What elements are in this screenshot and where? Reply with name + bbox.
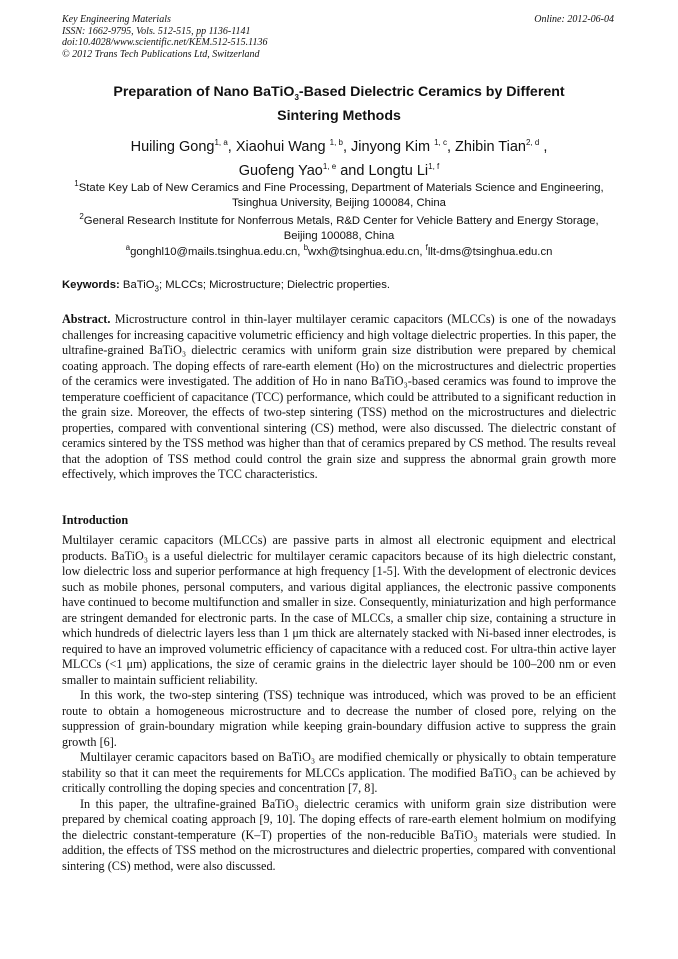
affiliation-1: $^1$State Key Lab of New Ceramics and Fine Processing, Department of Materials Science and Engineering, Tsinghua University, Beijing 100084, China xyxy=(74,179,604,209)
keywords-label: Keywords: xyxy=(62,279,120,291)
author-list: Huiling Gong$^{1, a}$, Xiaohui Wang $^{1, b}$, Jinyong Kim $^{1, c}$, Zhibin Tian$^{2, d}$ , Guofeng Yao$^{1, e}$ and Longtu Li$^{1, f}$ xyxy=(130,138,548,179)
paper-title: Preparation of Nano BaTiO$_3$-Based Dielectric Ceramics by Different Sintering Methods xyxy=(113,84,565,124)
doi-line: doi:10.4028/www.scientific.net/KEM.512-515.1136 xyxy=(62,37,268,48)
abstract-label: Abstract. xyxy=(62,312,111,326)
paragraph: In this paper, the ultrafine-grained BaTiO₃ dielectric ceramics with uniform grain size distribution were prepared by chemical coating approach [9, 10]. The doping effects of rare-earth element holmium on modifying the dielectric constant-temperature (K–T) properties of the non-reducible BaTiO₃ materials were studied. In addition, the effects of TSS method on the microstructures and dielectric properties, compared with conventional sintering (CS) method, were also discussed. xyxy=(62,796,616,873)
journal-header xyxy=(62,14,267,60)
author-name: Zhibin Tian xyxy=(455,138,526,155)
paragraph: Multilayer ceramic capacitors (MLCCs) are passive parts in almost all electronic equipment and electrical products. BaTiO₃ is a useful dielectric for multilayer ceramic capacitors because of its high dielectric constant, low dielectric loss and superior performance at high frequency [1-5]. With the development of electronic devices such as mobile phones, personal computers, and various digital appliances, the electronic passive components have continued to become multifunction and smaller in size. Consequently, miniaturization and high performance are stringent demanded for electronic parts. In the case of MLCCs, a smaller chip size, containing a structure in which hundreds of dielectric layers less than 1 μm thick are alternately stacked with Ni-based inner electrodes, is required to have an improved volumetric efficiency of capacitance with a reduced cost. For ultra-thin active layer MLCCs (<1 μm) applications, the size of ceramic grains in the dielectric layer should be 100–200 nm or even smaller to maintain sufficient reliability. xyxy=(62,533,616,687)
email-link[interactable]: gonghl10@mails.tsinghua.edu.cn, xyxy=(130,245,304,258)
email-link[interactable]: llt-dms@tsinghua.edu.cn xyxy=(427,245,553,258)
keywords: Keywords: BaTiO$_3$; MLCCs; Microstructure; Dielectric properties. xyxy=(62,279,390,294)
abstract xyxy=(62,312,616,483)
affiliation-2: $^2$General Research Institute for Nonferrous Metals, R&D Center for Vehicle Battery and Energy Storage, Beijing 100088, China xyxy=(79,212,599,242)
copyright-line: © 2012 Trans Tech Publications Ltd, Switzerland xyxy=(62,48,260,60)
paragraph: In this work, the two-step sintering (TSS) technique was introduced, which was proved to be an efficient route to obtain a homogeneous microstructure and to decrease the number of closed pore, relying on the suppression of grain-boundary migration while keeping grain-boundary diffusion active to suppress the grain growth [6]. xyxy=(62,688,616,749)
author-name: Guofeng Yao xyxy=(238,162,323,179)
author-name: Longtu Li xyxy=(368,162,429,179)
online-date: Online: 2012-06-04 xyxy=(534,14,614,25)
journal-name: Key Engineering Materials xyxy=(62,14,171,25)
paragraph: Multilayer ceramic capacitors based on BaTiO₃ are modified chemically or physically to obtain temperature stability so that it can meet the requirements for MLCCs application. The modified BaTiO₃ can be achieved by critically controlling the doping species and concentration [7, 8]. xyxy=(62,750,616,795)
author-name: Xiaohui Wang xyxy=(235,138,330,155)
issn-line: ISSN: 1662-9795, Vols. 512-515, pp 1136-1141 xyxy=(62,25,251,37)
abstract-text: Microstructure control in thin-layer multilayer ceramic capacitors (MLCCs) is one of the nowadays challenges for increasing capacitive volumetric efficiency and high voltage dielectric properties. In this paper, the ultrafine-grained BaTiO₃ dielectric ceramics with uniform grain size distribution were prepared by chemical coating approach. The doping effects of rare-earth element (Ho) on the microstructures and dielectric properties of the ceramics were investigated. The addition of Ho in nano BaTiO₃-based ceramics was found to improve the temperature coefficient of capacitance (TCC) performance, which could be attributed to a significant reduction in the grain size. Moreover, the effects of two-step sintering (TSS) method on the microstructures and dielectric properties, compared with conventional sintering (CS) method, were also discussed. The dielectric constant of ceramics sintered by the TSS method was higher than that of ceramics prepared by CS method. The results reveal that the adoption of TSS method could control the grain size and suppress the abnormal grain growth more effectively, which improves the TCC characteristics. xyxy=(62,312,616,481)
introduction-body xyxy=(62,533,616,874)
section-heading-introduction: Introduction xyxy=(62,513,129,527)
author-name: Jinyong Kim xyxy=(351,138,435,155)
email-link[interactable]: wxh@tsinghua.edu.cn, xyxy=(308,245,426,258)
author-name: Huiling Gong xyxy=(130,138,215,155)
author-emails: $^a$gonghl10@mails.tsinghua.edu.cn, $^b$wxh@tsinghua.edu.cn, $^f$llt-dms@tsinghua.edu.cn xyxy=(125,243,553,258)
